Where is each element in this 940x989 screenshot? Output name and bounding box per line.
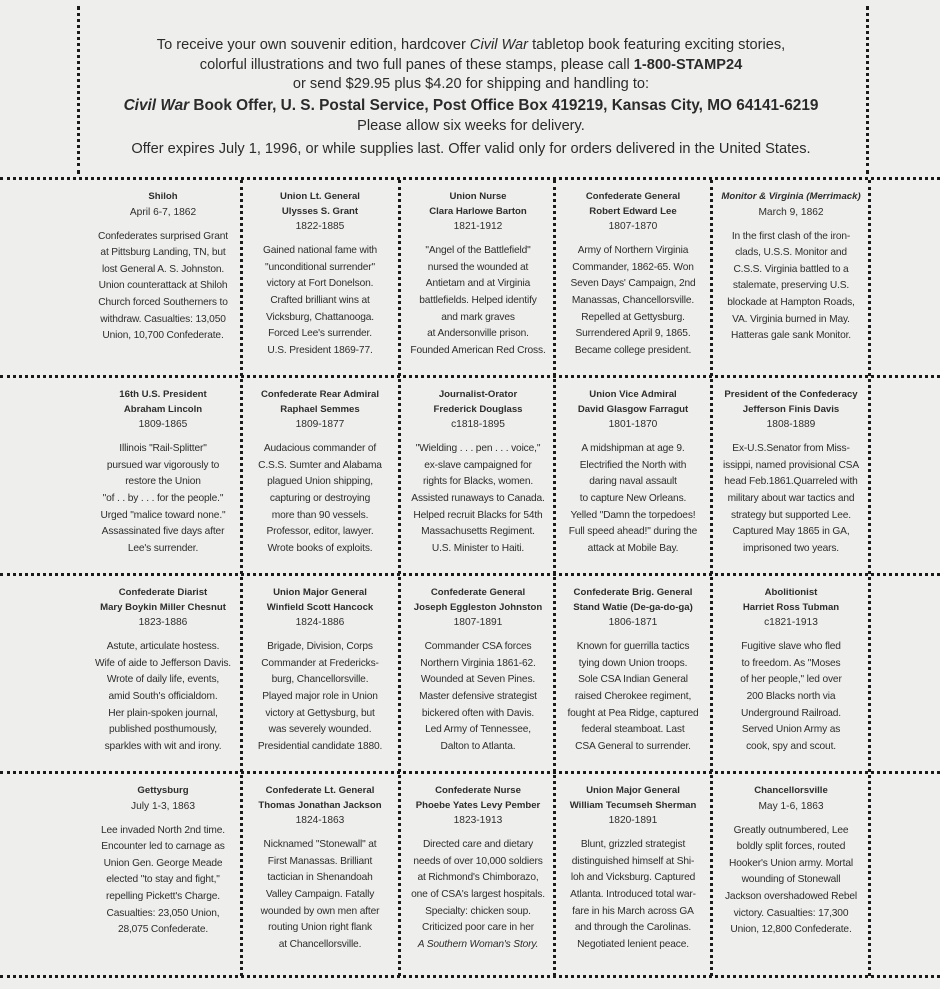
stamp-name: Mary Boykin Miller Chesnut — [100, 601, 226, 613]
stamp-dates: 1820-1891 — [608, 815, 658, 827]
stamp-text: Directed care and dietary needs of over 10,000 soldiers at Richmond's Chimborazo, one of CSA's largest hospitals. Specialty: chicken soup. Criticized poor care in her A Southern Woman's Story. — [411, 839, 545, 950]
stamp — [88, 190, 238, 345]
stamp-dates: c1818-1895 — [451, 419, 505, 431]
stamp-dates: 1822-1885 — [295, 221, 345, 233]
stamp — [716, 190, 866, 345]
stamp-title: President of the Confederacy — [724, 389, 858, 400]
perforation — [866, 6, 869, 174]
stamp-text: Audacious commander of C.S.S. Sumter and Alabama plagued Union shipping, capturing or destroying more than 90 vessels. Professor, editor, lawyer. Wrote books of exploits. — [258, 443, 382, 554]
stamp-name: William Tecumseh Sherman — [569, 799, 697, 811]
stamp-name: Abraham Lincoln — [123, 403, 203, 415]
offer-phone: 1-800-STAMP24 — [633, 56, 743, 73]
stamp — [716, 784, 866, 939]
stamp-dates: 1823-1913 — [453, 815, 503, 827]
stamp-title: Confederate Brig. General — [573, 587, 693, 598]
stamp-text: Lee invaded North 2nd time. Encounter led to carnage as Union Gen. George Meade elected "to stay and fight," repelling Pickett's Charge. Casualties: 23,050 Union, 28,075 Confederate. — [101, 824, 225, 936]
stamp-text: Brigade, Division, Corps Commander at Fredericks- burg, Chancellorsville. Played major role in Union victory at Gettysburg, but was severely wounded. Presidential candidate 1880. — [257, 641, 383, 752]
stamp — [245, 586, 395, 755]
stamp-text: Commander CSA forces Northern Virginia 1861-62. Wounded at Seven Pines. Master defensive strategist bickered often with Davis. Led Army of Tennessee, Dalton to Atlanta. — [419, 641, 537, 752]
stamp-text: A midshipman at age 9. Electrified the North with daring naval assault to capture New Orleans. Yelled "Damn the torpedoes! Full speed ahead!" during the attack at Mobile Bay. — [568, 443, 698, 554]
perforation — [77, 6, 80, 174]
stamp-dates: April 6-7, 1862 — [129, 206, 197, 218]
stamp — [88, 784, 238, 939]
stamp-text: Gained national fame with "unconditional surrender" victory at Fort Donelson. Crafted brilliant wins at Vicksburg, Chattanooga. Forced Lee's surrender. U.S. President 1869-77. — [262, 245, 378, 356]
stamp-text: Nicknamed "Stonewall" at First Manassas. Brilliant tactician in Shenandoah Valley Campaign. Fatally wounded by own men after routing Union right flank at Chancellorsville. — [260, 839, 380, 950]
offer-line-2: colorful illustrations and two full panes of these stamps, please call 1-800-STAMP24 — [199, 56, 743, 73]
perforation — [0, 975, 940, 978]
stamp-dates: 1808-1889 — [766, 419, 816, 431]
stamp-name: Frederick Douglass — [433, 403, 523, 415]
stamp — [245, 388, 395, 557]
stamp-dates: 1824-1886 — [295, 617, 345, 629]
stamp-text: Illinois "Rail-Splitter" pursued war vigorously to restore the Union "of . . by . . . for the people." Urged "malice toward none." Assassinated five days after Lee's surrender. — [100, 443, 226, 554]
stamp-dates: 1809-1865 — [138, 419, 188, 431]
stamp-dates: 1809-1877 — [295, 419, 345, 431]
stamp-title: Union Nurse — [449, 191, 507, 202]
stamp-name: Ulysses S. Grant — [281, 205, 359, 217]
perforation — [710, 180, 713, 976]
offer-line-1: To receive your own souvenir edition, hardcover Civil War tabletop book featuring exciting stories, — [156, 37, 786, 53]
stamp-text: Greatly outnumbered, Lee boldly split forces, routed Hooker's Union army. Mortal wounding of Stonewall Jackson overshadowed Rebel victory. Casualties: 17,300 Union, 12,800 Confederate. — [724, 824, 857, 936]
stamp-title: 16th U.S. President — [119, 389, 207, 400]
stamp-text: Confederates surprised Grant at Pittsburg Landing, TN, but lost General A. S. Johnston. Union counterattack at Shiloh Church forced Southerners to withdraw. Casualties: 13,050 Union, 10,700 Confederate. — [97, 230, 228, 342]
stamp-name: Phoebe Yates Levy Pember — [415, 799, 541, 811]
stamp — [558, 586, 708, 755]
stamp-dates: 1823-1886 — [138, 617, 188, 629]
stamp-title: Confederate Nurse — [435, 785, 521, 796]
stamp-dates: July 1-3, 1863 — [131, 800, 195, 812]
stamp — [245, 190, 395, 359]
stamp-title: Abolitionist — [764, 587, 818, 598]
stamp-dates: c1821-1913 — [764, 617, 818, 629]
stamp-title: Confederate Lt. General — [265, 785, 375, 796]
stamp-title: Union Vice Admiral — [589, 389, 677, 400]
stamp-name: Stand Watie (De-ga-do-ga) — [573, 601, 693, 613]
stamp-dates: 1801-1870 — [608, 419, 658, 431]
stamp-dates: 1807-1870 — [608, 221, 658, 233]
stamp-title: Journalist-Orator — [438, 389, 518, 400]
offer-line-3: or send $29.95 plus $4.20 for shipping and handling to: — [292, 76, 650, 93]
stamp — [558, 784, 708, 953]
stamp — [716, 586, 866, 755]
stamp-title: Union Lt. General — [280, 191, 360, 202]
stamp-title: Chancellorsville — [754, 785, 828, 796]
stamp-title: Shiloh — [148, 191, 178, 202]
stamp-dates: March 9, 1862 — [758, 206, 824, 218]
perforation — [0, 771, 940, 774]
offer-expiry: Offer expires July 1, 1996, or while supplies last. Offer valid only for orders delivered in the United States. — [131, 141, 811, 158]
stamp-name: Jefferson Finis Davis — [742, 403, 840, 415]
stamp — [88, 388, 238, 557]
stamp-dates: 1824-1863 — [295, 815, 345, 827]
stamp-name: Harriet Ross Tubman — [742, 601, 840, 613]
stamp-title: Gettysburg — [137, 785, 189, 796]
perforation — [0, 177, 940, 180]
stamp-title: Confederate General — [430, 587, 526, 598]
stamp-name: Thomas Jonathan Jackson — [258, 799, 382, 811]
perforation — [240, 180, 243, 976]
stamp — [558, 190, 708, 359]
perforation — [398, 180, 401, 976]
stamp — [403, 586, 553, 755]
stamp-name: Winfield Scott Hancock — [266, 601, 374, 613]
stamp-dates: 1807-1891 — [453, 617, 503, 629]
stamp-text: "Angel of the Battlefield" nursed the wounded at Antietam and at Virginia battlefields. Helped identify and mark graves at Andersonville prison. Founded American Red Cross. — [410, 245, 546, 356]
stamp-text: Known for guerrilla tactics tying down Union troops. Sole CSA Indian General raised Cherokee regiment, fought at Pea Ridge, captured federal steamboat. Last CSA General to surrender. — [567, 641, 699, 752]
stamp-name: Joseph Eggleston Johnston — [413, 601, 543, 613]
stamp-text: Ex-U.S.Senator from Miss- issippi, named provisional CSA head Feb.1861.Quarreled with military about war tactics and strategy but supported Lee. Captured May 1865 in GA, imprisoned two years. — [723, 443, 859, 554]
offer-address: Civil War Book Offer, U. S. Postal Service, Post Office Box 419219, Kansas City, MO 64141-6219 — [123, 96, 819, 114]
stamp-text: Blunt, grizzled strategist distinguished himself at Shi- loh and Vicksburg. Captured Atlanta. Introduced total war- fare in his March across GA and through the Carolinas. Negotiated lenient peace. — [570, 839, 696, 950]
stamp-dates: 1821-1912 — [453, 221, 503, 233]
stamp-name: Robert Edward Lee — [589, 205, 677, 217]
stamp — [403, 784, 553, 953]
stamp-dates: May 1-6, 1863 — [758, 800, 824, 812]
stamp-text: Fugitive slave who fled to freedom. As "Moses of her people," led over 200 Blacks north via Underground Railroad. Served Union Army as cook, spy and scout. — [740, 641, 842, 752]
stamp-title: Monitor & Virginia (Merrimack) — [721, 191, 861, 202]
stamp — [88, 586, 238, 755]
offer-line-5: Please allow six weeks for delivery. — [357, 117, 585, 134]
stamp-name: Raphael Semmes — [280, 403, 360, 415]
stamp-title: Union Major General — [273, 587, 367, 598]
stamp-title: Confederate Diarist — [118, 587, 208, 598]
perforation — [553, 180, 556, 976]
stamp-text: "Wielding . . . pen . . . voice," ex-slave campaigned for rights for Blacks, women. Assisted runaways to Canada. Helped recruit Blacks for 54th Massachusetts Regiment. U.S. Minister to Haiti. — [411, 443, 545, 554]
perforation — [868, 180, 871, 976]
perforation — [0, 375, 940, 378]
stamp-name: Clara Harlowe Barton — [429, 205, 527, 217]
stamp-text: Army of Northern Virginia Commander, 1862-65. Won Seven Days' Campaign, 2nd Manassas, Chancellorsville. Repelled at Gettysburg. Surrendered April 9, 1865. Became college president. — [570, 245, 696, 356]
stamp-name: David Glasgow Farragut — [577, 403, 689, 415]
stamp-title: Confederate Rear Admiral — [260, 389, 379, 400]
stamp-title: Confederate General — [585, 191, 681, 202]
stamp — [245, 784, 395, 953]
stamp — [403, 190, 553, 359]
stamp-dates: 1806-1871 — [608, 617, 658, 629]
stamp — [716, 388, 866, 557]
stamp — [403, 388, 553, 557]
stamp-text: Astute, articulate hostess. Wife of aide to Jefferson Davis. Wrote of daily life, events, amid South's officialdom. Her plain-spoken journal, published posthumously, sparkles with wit and irony. — [94, 641, 231, 752]
perforation — [0, 573, 940, 576]
stamp — [558, 388, 708, 557]
offer-notice — [78, 14, 864, 170]
stamp-title: Union Major General — [586, 785, 680, 796]
stamp-text: In the first clash of the iron- clads, U.S.S. Monitor and C.S.S. Virginia battled to a stalemate, preserving U.S. blockade at Hampton Roads, VA. Virginia burned in May. Hatteras gale sank Monitor. — [727, 230, 855, 342]
